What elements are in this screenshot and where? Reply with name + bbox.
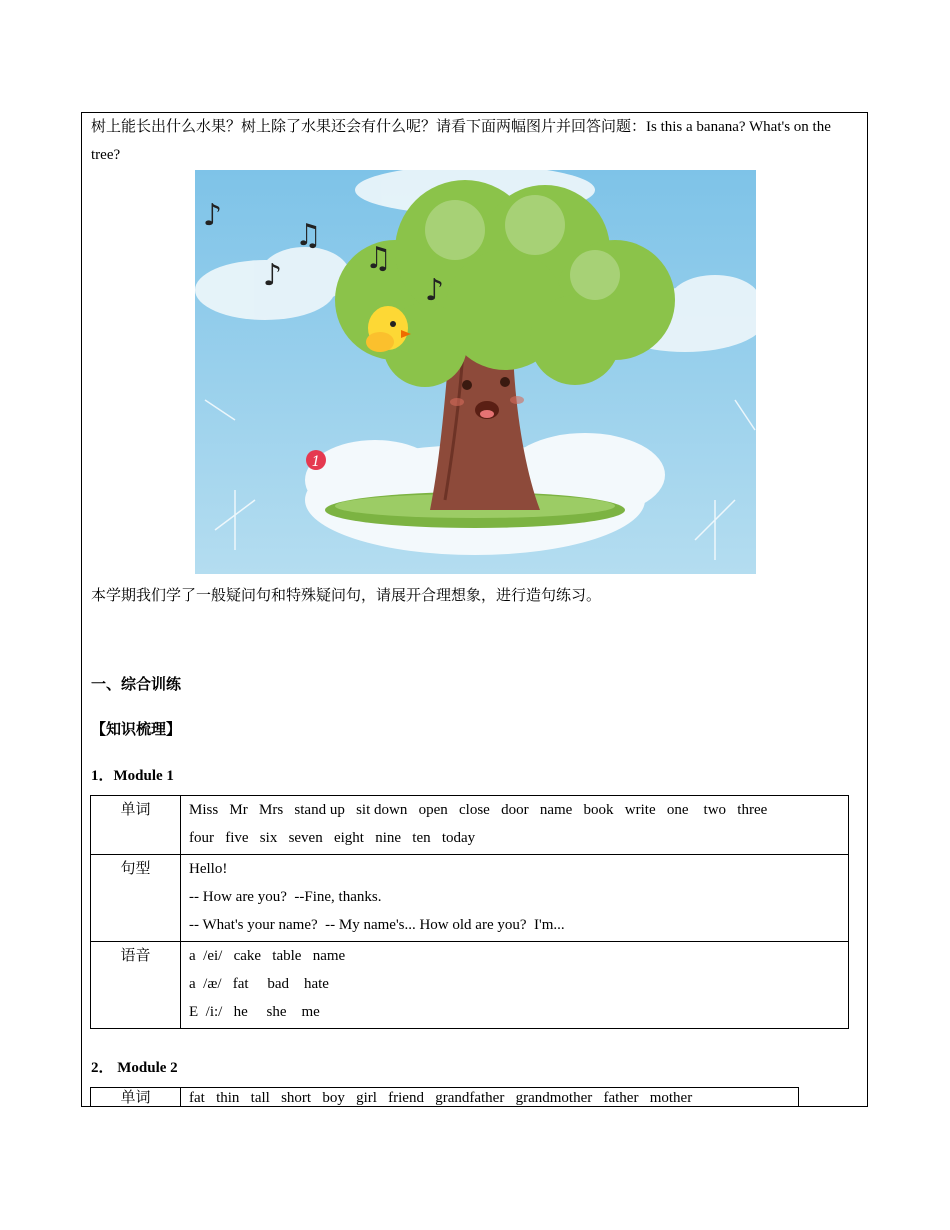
section-heading: 一、综合训练 [91, 677, 182, 693]
content-line: E /i:/ he she me [189, 1004, 320, 1020]
intro-paragraph: 树上能长出什么水果？树上除了水果还会有什么呢？请看下面两幅图片并回答问题：Is this a banana? What's on the tree? [91, 119, 831, 163]
content-line: Hello! [189, 861, 228, 877]
svg-text:♪: ♪ [203, 198, 223, 233]
row-content [181, 1088, 799, 1108]
content-line: fat thin tall short boy girl friend grandfather grandmother father mother [189, 1090, 693, 1106]
content-line: a /æ/ fat bad hate [189, 976, 329, 992]
row-label: 语音 [91, 942, 181, 1029]
svg-text:♪: ♪ [425, 273, 445, 308]
tree-picture [195, 170, 756, 574]
svg-text:♫: ♫ [365, 241, 392, 276]
content-line: four five six seven eight nine ten today [189, 830, 476, 846]
svg-text:♪: ♪ [263, 258, 283, 293]
illustration-badge: 1 [311, 454, 321, 470]
content-frame [81, 112, 868, 1107]
table-row [91, 796, 849, 855]
content-line: -- What's your name? -- My name's... How old are you? I'm... [189, 917, 565, 933]
row-content [181, 796, 849, 855]
content-line: Miss Mr Mrs stand up sit down open close door name book write one two three [189, 802, 768, 818]
knowledge-subheading: 【知识梳理】 [91, 722, 182, 738]
table-row [91, 942, 849, 1029]
row-label: 句型 [91, 855, 181, 942]
tree-illustration [195, 170, 756, 574]
svg-text:♫: ♫ [295, 218, 322, 253]
table-row [91, 855, 849, 942]
row-label: 单词 [91, 1088, 181, 1108]
module2-title: 2． Module 2 [91, 1060, 178, 1076]
row-content [181, 855, 849, 942]
content-line: -- How are you? --Fine, thanks. [189, 889, 382, 905]
module2-table [90, 1087, 799, 1107]
content-line: a /ei/ cake table name [189, 948, 346, 964]
practice-paragraph: 本学期我们学了一般疑问句和特殊疑问句，请展开合理想象，进行造句练习。 [91, 588, 602, 604]
module1-table [90, 795, 849, 1029]
table-row [91, 1088, 799, 1108]
module1-title: 1．Module 1 [91, 768, 174, 784]
row-label: 单词 [91, 796, 181, 855]
row-content [181, 942, 849, 1029]
